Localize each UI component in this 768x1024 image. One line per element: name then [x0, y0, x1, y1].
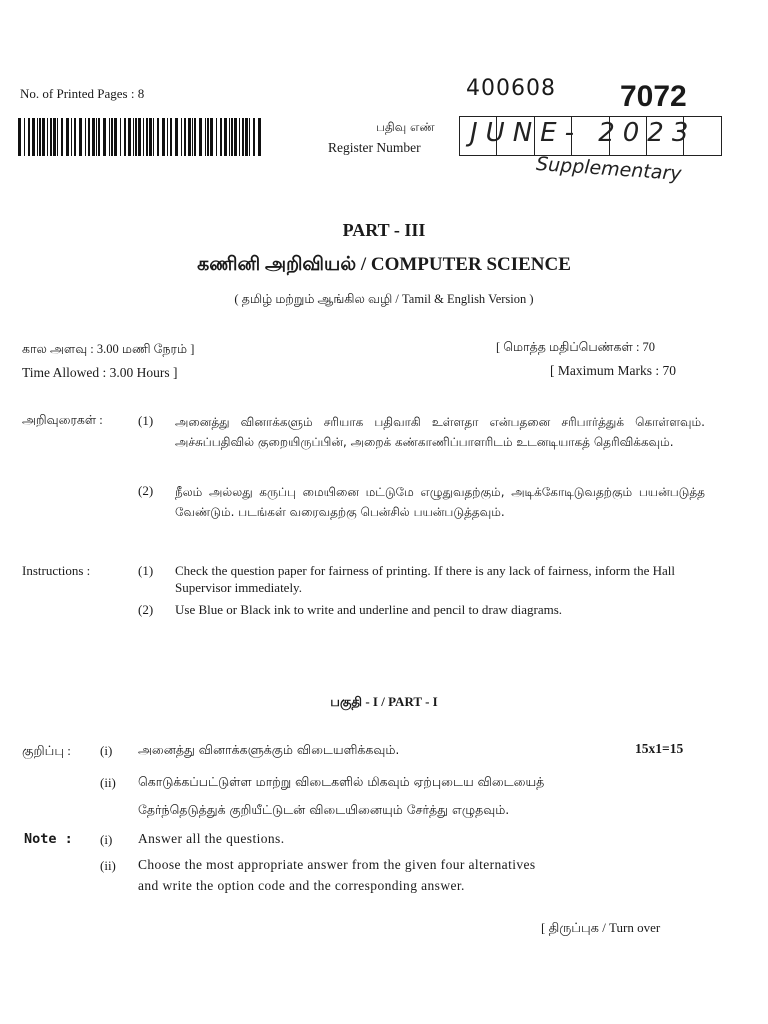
barcode-bar [120, 118, 121, 156]
barcode-bar [66, 118, 69, 156]
barcode-bar [71, 118, 72, 156]
barcode-bar [249, 118, 250, 156]
register-label-tamil: பதிவு எண் [376, 120, 435, 134]
note-tamil-1: அனைத்து வினாக்களுக்கும் விடையளிக்கவும். [138, 742, 400, 757]
instruction-num-2: (2) [138, 602, 154, 617]
barcode-bar [192, 118, 193, 156]
paper-code-big: 7072 [620, 80, 687, 113]
barcode-bar [42, 118, 45, 156]
barcode-bar [133, 118, 134, 156]
barcode-bar [74, 118, 76, 156]
barcode-bar [253, 118, 255, 156]
barcode-bar [114, 118, 117, 156]
note-tamil-2b: தேர்ந்தெடுத்துக் குறியீட்டுடன் விடையினையும் சேர்த்து எழுதவும். [138, 802, 510, 817]
register-handwritten: JUNE- 2023 [470, 118, 697, 148]
barcode-bar [157, 118, 159, 156]
barcode-bar [229, 118, 230, 156]
supplementary-note: Supplementary [535, 152, 683, 186]
marks-allocation: 15x1=15 [635, 741, 684, 756]
barcode-bar [124, 118, 126, 156]
part-title: PART - III [342, 220, 426, 240]
barcode-bar [216, 118, 217, 156]
barcode-bar [234, 118, 237, 156]
turn-over: [ திருப்புக / Turn over [541, 920, 661, 935]
barcode-bar [109, 118, 110, 156]
instruction-tamil-num-2: (2) [138, 483, 154, 498]
barcode-bar [207, 118, 209, 156]
note-num-2: (ii) [100, 858, 116, 873]
note-tamil-num-1: (i) [100, 743, 113, 758]
max-marks: [ Maximum Marks : 70 [550, 363, 676, 378]
barcode-bar [231, 118, 233, 156]
subject-title: கணினி அறிவியல் / COMPUTER SCIENCE [197, 254, 571, 275]
barcode-bar [18, 118, 21, 156]
note-num-1: (i) [100, 832, 113, 847]
barcode-bar [210, 118, 213, 156]
instructions-tamil-label: அறிவுரைகள் : [22, 413, 103, 427]
note-tamil-num-2: (ii) [100, 775, 116, 790]
instruction-tamil-2: நீலம் அல்லது கருப்பு மையினை மட்டுமே எழுதுவதற்கும், அடிக்கோடிடுவதற்கும் பயன்படுத்த வேண்டும். படங்கள் வரைவதற்கு பென்சில் பயன்படுத்தவும். [175, 485, 705, 519]
barcode-bar [24, 118, 25, 156]
instruction-tamil-1: அனைத்து வினாக்களும் சரியாக பதிவாகி உள்ளதா என்பதனை சரிபார்த்துக் கொள்ளவும். அச்சுப்பதிவில் குறையிருப்பின், அறைக் கண்காணிப்பாளரிடம் உடனடியாகத் தெரிவிக்கவும். [175, 415, 705, 449]
barcode-bar [37, 118, 38, 156]
printed-pages: No. of Printed Pages : 8 [20, 86, 145, 101]
paper-code-top: 400608 [466, 76, 556, 101]
barcode-bar [167, 118, 168, 156]
note-2a: Choose the most appropriate answer from the given four alternatives [138, 857, 536, 872]
instruction-1: Check the question paper for fairness of printing. If there is any lack of fairness, inform the Hall Supervisor immediately. [175, 563, 675, 595]
barcode-bar [111, 118, 113, 156]
barcode-bar [258, 118, 261, 156]
barcode-bar [175, 118, 178, 156]
barcode-bar [146, 118, 148, 156]
barcode-bar [205, 118, 206, 156]
barcode-bar [162, 118, 165, 156]
barcode-bar [61, 118, 63, 156]
barcode-bar [245, 118, 248, 156]
register-label: Register Number [328, 140, 421, 155]
instruction-2: Use Blue or Black ink to write and underline and pencil to draw diagrams. [175, 602, 563, 617]
barcode-bar [50, 118, 52, 156]
barcode-bar [143, 118, 144, 156]
barcode-bar [170, 118, 172, 156]
barcode-bar [135, 118, 137, 156]
note-tamil-2a: கொடுக்கப்பட்டுள்ள மாற்று விடைகளில் மிகவும் ஏற்புடைய விடையைத் [138, 774, 545, 789]
barcode-bar [53, 118, 56, 156]
barcode-bar [239, 118, 240, 156]
barcode-bar [85, 118, 86, 156]
barcode-bar [88, 118, 90, 156]
barcode-bar [32, 118, 35, 156]
instructions-label: Instructions : [22, 563, 91, 578]
version-line: ( தமிழ் மற்றும் ஆங்கில வழி / Tamil & English Version ) [234, 292, 534, 306]
barcode-bar [57, 118, 58, 156]
part-one-heading: பகுதி - I / PART - I [330, 694, 438, 709]
note-tamil-label: குறிப்பு : [22, 743, 71, 758]
barcode-bar [194, 118, 196, 156]
barcode-bar [181, 118, 182, 156]
barcode-bar [138, 118, 141, 156]
barcode [18, 118, 262, 156]
note-2b: and write the option code and the corresponding answer. [138, 878, 465, 893]
barcode-bar [220, 118, 222, 156]
note-1: Answer all the questions. [138, 831, 285, 846]
barcode-bar [128, 118, 131, 156]
instruction-num-1: (1) [138, 563, 154, 578]
barcode-bar [39, 118, 41, 156]
barcode-bar [153, 118, 154, 156]
barcode-graphic [18, 118, 262, 156]
barcode-bar [242, 118, 244, 156]
barcode-bar [96, 118, 97, 156]
barcode-bar [199, 118, 202, 156]
barcode-bar [98, 118, 100, 156]
barcode-bar [79, 118, 82, 156]
barcode-bar [28, 118, 30, 156]
barcode-bar [188, 118, 191, 156]
barcode-bar [103, 118, 106, 156]
barcode-bar [224, 118, 227, 156]
barcode-bar [149, 118, 152, 156]
time-allowed-tamil: கால அளவு : 3.00 மணி நேரம் ] [22, 342, 195, 356]
instruction-tamil-num-1: (1) [138, 413, 154, 428]
barcode-bar [92, 118, 95, 156]
barcode-bar [47, 118, 48, 156]
time-allowed: Time Allowed : 3.00 Hours ] [22, 365, 178, 380]
max-marks-tamil: [ மொத்த மதிப்பெண்கள் : 70 [496, 340, 656, 354]
barcode-bar [184, 118, 186, 156]
note-label: Note : [24, 831, 73, 847]
